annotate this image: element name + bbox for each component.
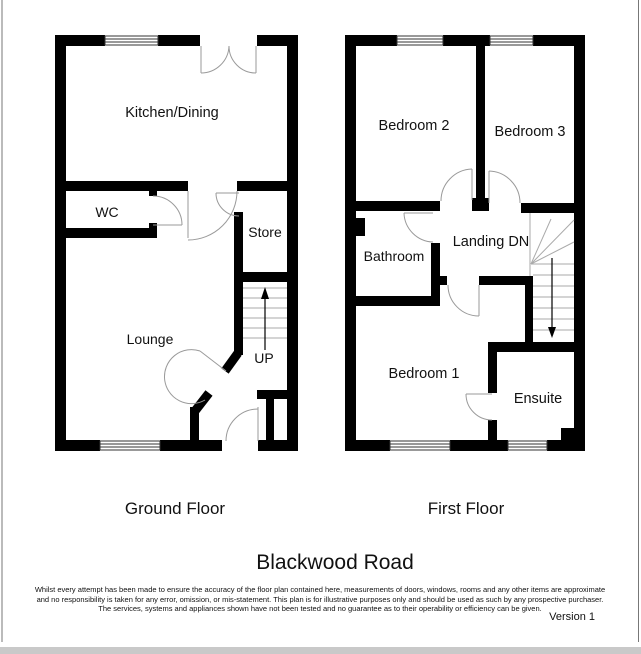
label-kitchen-dining: Kitchen/Dining [125, 105, 219, 121]
label-bedroom2: Bedroom 2 [378, 118, 450, 134]
version-label: Version 1 [549, 611, 595, 623]
page-title: Blackwood Road [256, 551, 414, 574]
label-store: Store [248, 224, 282, 240]
first-floor-caption: First Floor [427, 499, 505, 518]
label-landing-dn: Landing DN [452, 234, 530, 250]
label-bedroom3: Bedroom 3 [494, 124, 566, 140]
ground-floor-plan [55, 35, 298, 451]
disclaimer-line-1: Whilst every attempt has been made to ensure the accuracy of the floor plan contained here, measurements of doors, windows, rooms and any other items are approximate [34, 585, 606, 594]
frame-bottom-band [0, 647, 641, 654]
ground-floor-walls [55, 35, 298, 451]
label-bedroom1: Bedroom 1 [388, 366, 460, 382]
first-floor-stairs [530, 213, 574, 338]
disclaimer-line-2: and no responsibility is taken for any error, omission, or mis-statement. This plan is for illustrative purposes only and should be used as such by any prospective purchaser. [36, 595, 604, 604]
label-wc: WC [95, 204, 119, 220]
label-lounge: Lounge [126, 331, 174, 347]
ground-floor-windows [100, 36, 160, 450]
disclaimer-line-3: The services, systems and appliances shown have not been tested and no guarantee as to their operability or efficiency can be given. [98, 604, 542, 613]
label-bathroom: Bathroom [363, 248, 425, 264]
ground-floor-caption: Ground Floor [124, 499, 226, 518]
label-stairs-up: UP [254, 350, 274, 366]
down-arrow-head [548, 327, 556, 338]
up-arrow-head [261, 287, 269, 299]
first-floor-plan [345, 35, 585, 451]
label-ensuite: Ensuite [513, 391, 563, 407]
ground-floor-stairs [243, 287, 287, 350]
